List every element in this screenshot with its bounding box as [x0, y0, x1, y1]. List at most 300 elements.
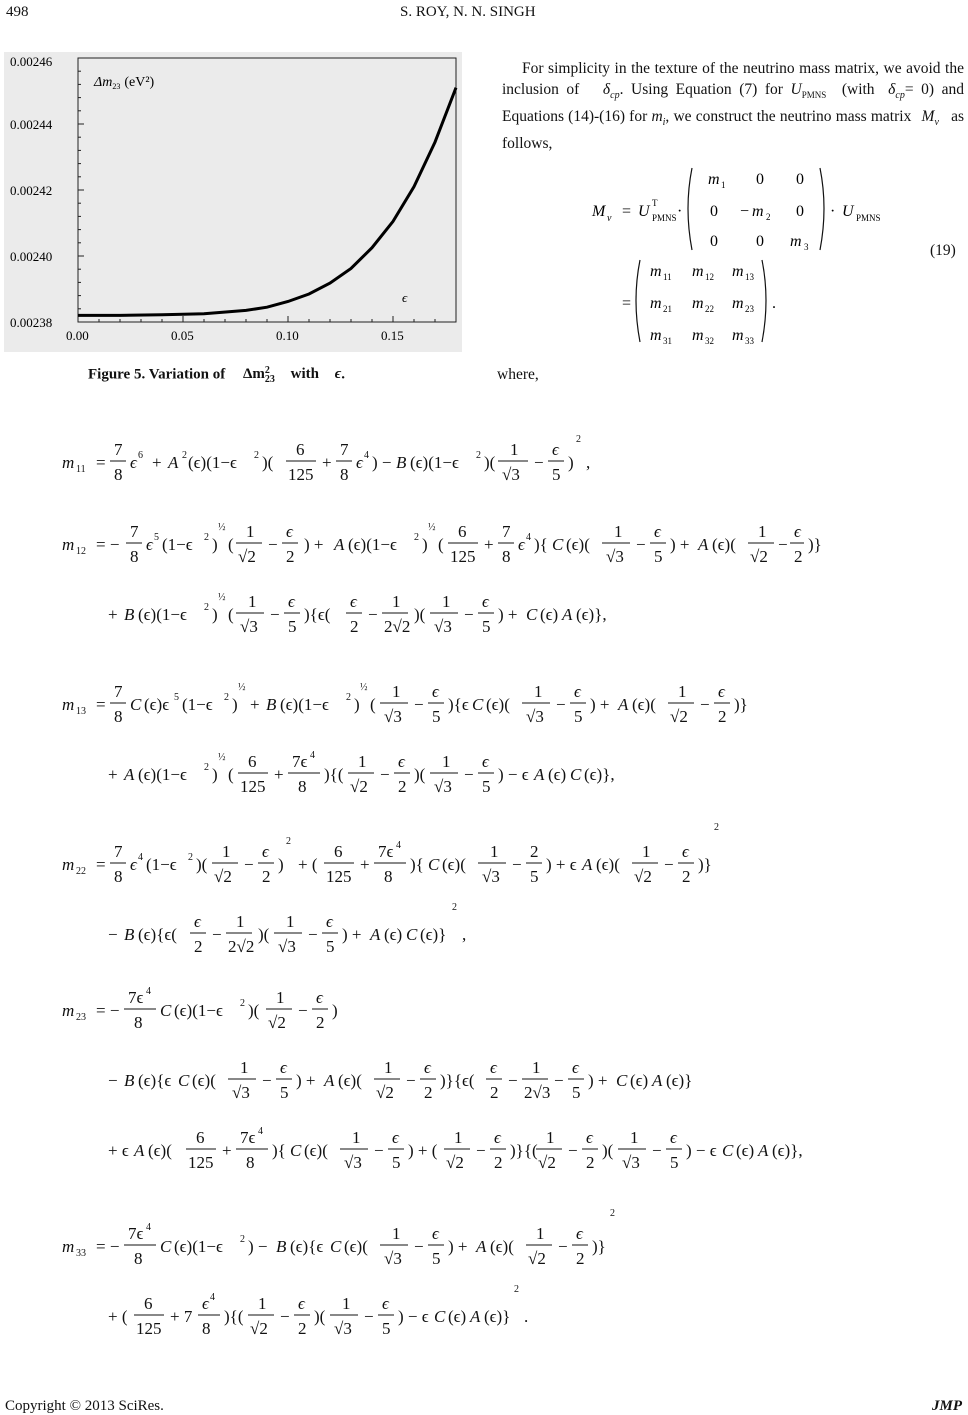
svg-text:(ϵ)(: (ϵ)( [632, 695, 656, 714]
svg-text:+: + [108, 765, 118, 784]
svg-text:(ϵ)}: (ϵ)} [484, 1307, 511, 1326]
svg-text:−: − [464, 765, 474, 784]
svg-text:21: 21 [663, 304, 672, 314]
svg-text:√2: √2 [238, 547, 256, 566]
svg-text:1: 1 [258, 1294, 267, 1313]
svg-text:+ 7: + 7 [170, 1307, 193, 1326]
svg-text:+ (: + ( [298, 855, 318, 874]
svg-text:√2: √2 [750, 547, 768, 566]
svg-text:= −: = − [96, 1237, 120, 1256]
svg-text:2: 2 [224, 692, 229, 703]
svg-text:ϵ: ϵ [482, 592, 489, 611]
svg-text:2: 2 [182, 450, 187, 461]
svg-text:ϵ: ϵ [490, 1058, 497, 1077]
svg-text:+: + [108, 605, 118, 624]
svg-text:)(: )( [262, 453, 274, 472]
svg-text:2: 2 [794, 547, 803, 566]
svg-text:5: 5 [326, 937, 335, 956]
y-tick-label: 0.00242 [10, 183, 53, 198]
svg-text:5: 5 [670, 1153, 679, 1172]
svg-text:ϵ: ϵ [794, 522, 801, 541]
svg-text:(ϵ)(: (ϵ)( [338, 1071, 362, 1090]
svg-text:A: A [168, 453, 179, 472]
svg-text:2: 2 [586, 1153, 595, 1172]
svg-text:√2: √2 [446, 1153, 464, 1172]
svg-text:½: ½ [218, 522, 226, 533]
svg-text:ϵ: ϵ [262, 842, 269, 861]
svg-text:(: ( [438, 535, 444, 554]
svg-text:C: C [428, 855, 440, 874]
svg-text:=: = [96, 695, 106, 714]
svg-text:(ϵ)(: (ϵ)( [148, 1141, 172, 1160]
svg-text:½: ½ [218, 752, 226, 763]
svg-text:1: 1 [392, 682, 401, 701]
svg-text:3: 3 [804, 242, 809, 252]
svg-text:7ϵ: 7ϵ [128, 1224, 144, 1243]
svg-text:−: − [380, 765, 390, 784]
svg-text:)(: )( [314, 1307, 326, 1326]
svg-text:√2: √2 [376, 1083, 394, 1102]
svg-text:7ϵ: 7ϵ [292, 752, 308, 771]
svg-text:ϵ: ϵ [130, 855, 137, 874]
svg-text:−: − [406, 1071, 416, 1090]
svg-text:ϵ: ϵ [586, 1128, 593, 1147]
svg-text:√3: √3 [240, 617, 258, 636]
svg-text:2: 2 [398, 777, 407, 796]
svg-text:(: ( [228, 765, 234, 784]
svg-text:) +: ) + [588, 1071, 608, 1090]
svg-text:=: = [622, 203, 632, 220]
svg-text:√3: √3 [278, 937, 296, 956]
svg-text:(ϵ)(1−ϵ: (ϵ)(1−ϵ [138, 605, 187, 624]
svg-text:(ϵ)(1−ϵ: (ϵ)(1−ϵ [174, 1237, 223, 1256]
svg-text:−: − [464, 605, 474, 624]
svg-text:+: + [322, 453, 332, 472]
svg-text:B: B [266, 695, 277, 714]
svg-text:2: 2 [714, 822, 719, 833]
svg-text:6: 6 [458, 522, 467, 541]
svg-text:7ϵ: 7ϵ [240, 1128, 256, 1147]
svg-text:8: 8 [384, 867, 393, 886]
caption-symbol: Δm 2 23 [242, 365, 275, 385]
svg-text:2: 2 [204, 532, 209, 543]
svg-text:−: − [554, 1071, 564, 1090]
svg-text:1: 1 [490, 842, 499, 861]
svg-text:m: m [62, 855, 75, 874]
svg-text:(ϵ)},: (ϵ)}, [576, 605, 607, 624]
svg-text:6: 6 [144, 1294, 153, 1313]
svg-text:) − ϵ: ) − ϵ [398, 1307, 429, 1326]
svg-text:C: C [616, 1071, 628, 1090]
svg-text:(ϵ)(: (ϵ)( [344, 1237, 368, 1256]
svg-text:2: 2 [346, 692, 351, 703]
svg-text:C: C [160, 1237, 172, 1256]
svg-text:)}: )} [698, 855, 712, 874]
svg-text:2: 2 [610, 1208, 615, 1219]
svg-text:= −: = − [96, 1001, 120, 1020]
svg-text:PMNS: PMNS [652, 213, 677, 223]
svg-text:C: C [130, 695, 142, 714]
svg-text:) +: ) + [304, 535, 324, 554]
svg-text:4: 4 [526, 532, 531, 543]
svg-text:,: , [586, 453, 591, 472]
svg-text:√2: √2 [250, 1319, 268, 1338]
svg-text:1: 1 [392, 1224, 401, 1243]
svg-text:) +: ) + [296, 1071, 316, 1090]
svg-text:2√2: 2√2 [228, 937, 255, 956]
svg-text:ϵ: ϵ [202, 1294, 209, 1313]
svg-text:2√2: 2√2 [384, 617, 411, 636]
svg-text:ϵ: ϵ [574, 682, 581, 701]
svg-text:31: 31 [663, 336, 672, 346]
svg-text:ϵ: ϵ [130, 453, 137, 472]
svg-text:PMNS: PMNS [856, 213, 881, 223]
y-tick-label: 0.00238 [10, 315, 53, 330]
svg-text:)(: )( [414, 765, 426, 784]
svg-text:(ϵ): (ϵ) [540, 605, 559, 624]
svg-text:2: 2 [576, 434, 581, 445]
svg-text:√3: √3 [434, 617, 452, 636]
svg-text:5: 5 [432, 707, 441, 726]
svg-text:) + (: ) + ( [408, 1141, 438, 1160]
svg-text:(ϵ)(: (ϵ)( [442, 855, 466, 874]
svg-text:) − ϵ: ) − ϵ [498, 765, 529, 784]
svg-text:5: 5 [482, 617, 491, 636]
svg-text:√3: √3 [384, 1249, 402, 1268]
svg-text:4: 4 [258, 1126, 263, 1137]
x-axis-label: ϵ [402, 290, 408, 305]
svg-text:2: 2 [514, 1284, 519, 1295]
svg-text:6: 6 [334, 842, 343, 861]
svg-text:√2: √2 [268, 1013, 286, 1032]
svg-text:5: 5 [552, 465, 561, 484]
svg-text:(: ( [228, 605, 234, 624]
svg-text:.: . [524, 1307, 529, 1326]
svg-text:−: − [778, 535, 788, 554]
svg-text:√3: √3 [232, 1083, 250, 1102]
svg-text:√3: √3 [502, 465, 520, 484]
svg-text:(ϵ)(1−ϵ: (ϵ)(1−ϵ [188, 453, 237, 472]
svg-text:6: 6 [196, 1128, 205, 1147]
svg-text:A: A [758, 1141, 769, 1160]
svg-text:M: M [592, 203, 606, 220]
svg-text:){: ){ [410, 855, 424, 874]
x-tick-label: 0.05 [171, 328, 194, 343]
svg-text:8: 8 [246, 1153, 255, 1172]
svg-text:U: U [842, 203, 854, 220]
svg-text:√2: √2 [528, 1249, 546, 1268]
svg-text:A: A [334, 535, 345, 554]
svg-text:1: 1 [384, 1058, 393, 1077]
svg-text:23: 23 [76, 1012, 86, 1023]
svg-text:ϵ: ϵ [432, 682, 439, 701]
svg-text:+: + [274, 765, 284, 784]
svg-text:(1−ϵ: (1−ϵ [146, 855, 177, 874]
svg-text:C: C [526, 605, 538, 624]
svg-text:8: 8 [502, 547, 511, 566]
svg-text:(ϵ): (ϵ) [548, 765, 567, 784]
svg-text:)(: )( [258, 925, 270, 944]
svg-text:.: . [772, 295, 776, 312]
svg-text:=: = [622, 295, 632, 312]
svg-text:B: B [396, 453, 407, 472]
y-axis-label: $\Delta m_{23}$ (eV²) [94, 75, 155, 91]
svg-text:(ϵ)(: (ϵ)( [486, 695, 510, 714]
svg-text:(ϵ)(1−ϵ: (ϵ)(1−ϵ [348, 535, 397, 554]
svg-text:(ϵ)(: (ϵ)( [712, 535, 736, 554]
svg-text:33: 33 [745, 336, 754, 346]
svg-text:)(: )( [196, 855, 208, 874]
svg-text:−: − [414, 695, 424, 714]
svg-text:(ϵ): (ϵ) [448, 1307, 467, 1326]
svg-text:4: 4 [138, 852, 143, 863]
svg-text:1: 1 [630, 1128, 639, 1147]
svg-text:2: 2 [424, 1083, 433, 1102]
svg-text:1: 1 [222, 842, 231, 861]
svg-text:7ϵ: 7ϵ [128, 988, 144, 1007]
svg-text:) +: ) + [448, 1237, 468, 1256]
svg-text:2: 2 [254, 450, 259, 461]
svg-text:) +: ) + [670, 535, 690, 554]
svg-text:)}{(: )}{( [510, 1141, 538, 1160]
svg-text:−: − [700, 695, 710, 714]
svg-text:√3: √3 [526, 707, 544, 726]
svg-text:ϵ: ϵ [350, 592, 357, 611]
svg-text:): ) [422, 535, 428, 554]
svg-text:(ϵ)(1−ϵ: (ϵ)(1−ϵ [174, 1001, 223, 1020]
svg-text:1: 1 [442, 592, 451, 611]
svg-text:(ϵ)}: (ϵ)} [666, 1071, 693, 1090]
svg-text:½: ½ [218, 592, 226, 603]
svg-text:(ϵ){ϵ: (ϵ){ϵ [290, 1237, 324, 1256]
svg-text:8: 8 [134, 1249, 143, 1268]
svg-text:√2: √2 [350, 777, 368, 796]
svg-text:2: 2 [452, 902, 457, 913]
svg-text:−: − [414, 1237, 424, 1256]
svg-text:12: 12 [705, 272, 714, 282]
svg-text:0: 0 [796, 171, 804, 188]
svg-text:8: 8 [298, 777, 307, 796]
y-tick-label: 0.00246 [10, 54, 53, 69]
svg-text:8: 8 [114, 707, 123, 726]
svg-text:1: 1 [678, 682, 687, 701]
svg-text:B: B [124, 1071, 135, 1090]
svg-text:7: 7 [130, 522, 139, 541]
svg-text:(ϵ)}: (ϵ)} [420, 925, 447, 944]
svg-text:ϵ: ϵ [298, 1294, 305, 1313]
svg-text:0: 0 [756, 171, 764, 188]
svg-text:ϵ: ϵ [194, 912, 201, 931]
svg-text:−: − [740, 203, 750, 220]
chart-svg [4, 52, 462, 352]
svg-text:)}: )} [808, 535, 822, 554]
svg-text:){ϵ: ){ϵ [448, 695, 469, 714]
svg-text:125: 125 [240, 777, 266, 796]
svg-text:−: − [512, 855, 522, 874]
svg-text:ϵ: ϵ [398, 752, 405, 771]
svg-text:2: 2 [494, 1153, 503, 1172]
svg-text:125: 125 [288, 465, 314, 484]
svg-text:A: A [124, 765, 135, 784]
svg-text:−: − [476, 1141, 486, 1160]
svg-text:m: m [62, 1001, 75, 1020]
svg-text:A: A [324, 1071, 335, 1090]
svg-text:125: 125 [450, 547, 476, 566]
svg-text:A: A [652, 1071, 663, 1090]
svg-text:2: 2 [240, 998, 245, 1009]
svg-text:): ) [568, 453, 574, 472]
svg-text:8: 8 [130, 547, 139, 566]
svg-text:ϵ: ϵ [392, 1128, 399, 1147]
svg-text:C: C [434, 1307, 446, 1326]
svg-text:12: 12 [76, 546, 86, 557]
svg-text:m: m [732, 327, 744, 344]
svg-text:+: + [360, 855, 370, 874]
svg-text:A: A [618, 695, 629, 714]
svg-text:) −: ) − [372, 453, 392, 472]
svg-text:A: A [562, 605, 573, 624]
svg-text:(ϵ)(: (ϵ)( [304, 1141, 328, 1160]
svg-text:4: 4 [146, 1222, 151, 1233]
svg-text:8: 8 [114, 867, 123, 886]
svg-text:(: ( [228, 535, 234, 554]
svg-text:23: 23 [745, 304, 754, 314]
svg-text:m: m [692, 295, 704, 312]
svg-text:6: 6 [138, 450, 143, 461]
svg-text:C: C [406, 925, 418, 944]
figure-5-chart [4, 52, 462, 352]
svg-text:)}: )} [734, 695, 748, 714]
svg-text:m: m [650, 295, 662, 312]
svg-text:C: C [472, 695, 484, 714]
svg-text:−: − [558, 1237, 568, 1256]
svg-text:−: − [368, 605, 378, 624]
svg-text:(ϵ): (ϵ) [736, 1141, 755, 1160]
svg-text:1: 1 [358, 752, 367, 771]
svg-text:)(: )( [602, 1141, 614, 1160]
svg-text:2: 2 [204, 762, 209, 773]
svg-text:C: C [722, 1141, 734, 1160]
caption-with: with [290, 366, 319, 383]
svg-text:13: 13 [745, 272, 754, 282]
svg-text:ϵ: ϵ [654, 522, 661, 541]
svg-text:2: 2 [240, 1234, 245, 1245]
svg-text:m: m [732, 295, 744, 312]
svg-text:1: 1 [614, 522, 623, 541]
svg-text:2: 2 [682, 867, 691, 886]
svg-text:)}: )} [592, 1237, 606, 1256]
formula-m23 [62, 986, 803, 1172]
svg-text:B: B [124, 605, 135, 624]
svg-text:1: 1 [240, 1058, 249, 1077]
svg-text:C: C [570, 765, 582, 784]
svg-text:−: − [374, 1141, 384, 1160]
svg-text:m: m [692, 263, 704, 280]
svg-text:A: A [470, 1307, 481, 1326]
svg-text:ϵ: ϵ [718, 682, 725, 701]
svg-text:C: C [290, 1141, 302, 1160]
caption-prefix: Figure 5. Variation of [88, 366, 226, 383]
svg-text:2: 2 [766, 212, 771, 222]
svg-text:7: 7 [114, 440, 123, 459]
svg-text:2: 2 [194, 937, 203, 956]
svg-text:1: 1 [532, 1058, 541, 1077]
svg-text:(: ( [370, 695, 376, 714]
svg-text:ϵ: ϵ [356, 453, 363, 472]
svg-text:8: 8 [340, 465, 349, 484]
svg-text:√3: √3 [334, 1319, 352, 1338]
svg-text:7ϵ: 7ϵ [378, 842, 394, 861]
svg-text:5: 5 [288, 617, 297, 636]
svg-text:5: 5 [654, 547, 663, 566]
svg-text:5: 5 [382, 1319, 391, 1338]
svg-text:√2: √2 [538, 1153, 556, 1172]
svg-text:): ) [212, 535, 218, 554]
svg-text:125: 125 [188, 1153, 214, 1172]
svg-text:7: 7 [114, 842, 123, 861]
svg-text:√2: √2 [670, 707, 688, 726]
svg-text:): ) [212, 605, 218, 624]
svg-text:22: 22 [705, 304, 714, 314]
svg-text:B: B [276, 1237, 287, 1256]
svg-text:5: 5 [392, 1153, 401, 1172]
svg-text:5: 5 [280, 1083, 289, 1102]
svg-text:−: − [212, 925, 222, 944]
svg-text:ϵ: ϵ [552, 440, 559, 459]
svg-text:−: − [652, 1141, 662, 1160]
svg-text:+: + [152, 453, 162, 472]
svg-text:½: ½ [360, 682, 368, 693]
svg-text:) + ϵ: ) + ϵ [546, 855, 577, 874]
svg-text:4: 4 [210, 1292, 215, 1303]
svg-text:6: 6 [296, 440, 305, 459]
svg-text:m: m [790, 233, 802, 250]
svg-text:5: 5 [482, 777, 491, 796]
svg-text:−: − [244, 855, 254, 874]
svg-text:U: U [638, 203, 650, 220]
svg-text:5: 5 [572, 1083, 581, 1102]
svg-text:(ϵ)ϵ: (ϵ)ϵ [144, 695, 170, 714]
svg-text:(1−ϵ: (1−ϵ [162, 535, 193, 554]
svg-text:5: 5 [174, 692, 179, 703]
svg-text:ν: ν [607, 213, 612, 224]
svg-text:m: m [62, 535, 75, 554]
svg-text:2√3: 2√3 [524, 1083, 551, 1102]
y-tick-label: 0.00244 [10, 117, 53, 132]
svg-text:(ϵ)(: (ϵ)( [596, 855, 620, 874]
x-tick-label: 0.15 [381, 328, 404, 343]
svg-text:11: 11 [76, 464, 86, 475]
svg-text:2: 2 [476, 450, 481, 461]
svg-text:2: 2 [350, 617, 359, 636]
svg-text:A: A [698, 535, 709, 554]
svg-text:(ϵ)(: (ϵ)( [566, 535, 590, 554]
svg-text:(ϵ)(1−ϵ: (ϵ)(1−ϵ [410, 453, 459, 472]
svg-text:)(: )( [484, 453, 496, 472]
svg-text:−: − [534, 453, 544, 472]
svg-text:) −: ) − [248, 1237, 268, 1256]
svg-text:1: 1 [536, 1224, 545, 1243]
svg-text:+: + [250, 695, 260, 714]
svg-text:+ (: + ( [108, 1307, 128, 1326]
svg-text:1: 1 [352, 1128, 361, 1147]
svg-text:1: 1 [510, 440, 519, 459]
svg-text:m: m [62, 695, 75, 714]
svg-text:C: C [330, 1237, 342, 1256]
svg-text:){: ){ [534, 535, 548, 554]
element-formulas [58, 420, 822, 1390]
svg-text:1: 1 [546, 1128, 555, 1147]
